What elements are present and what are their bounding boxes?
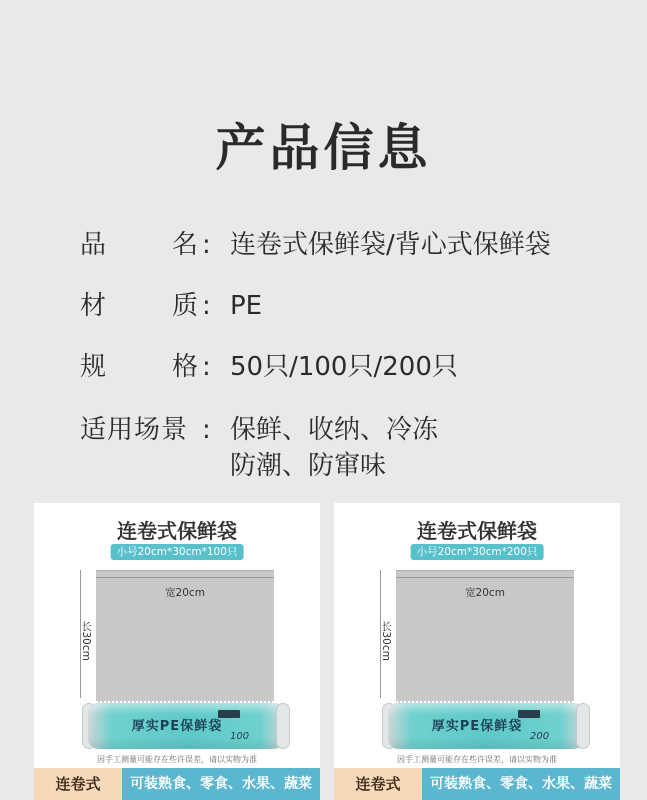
card-bottom-bar (334, 768, 620, 800)
height-label: 长30cm (380, 621, 392, 661)
info-key (80, 412, 222, 448)
bar-usage-label: 可装熟食、零食、水果、蔬菜 (122, 768, 320, 800)
height-label: 长30cm (80, 621, 92, 661)
spec-badge: 小号20cm*30cm*100只 (111, 544, 244, 560)
bar-usage-label: 可装熟食、零食、水果、蔬菜 (422, 768, 620, 800)
width-label: 宽20cm (165, 587, 205, 599)
info-key-char: 材 (80, 291, 107, 321)
product-card (34, 503, 320, 800)
info-key-char: 品 (80, 230, 107, 260)
info-value-line2: 防潮、防窜味 (230, 451, 387, 481)
card-title: 连卷式保鲜袋 (417, 519, 537, 543)
info-key-char: 规 (80, 352, 107, 382)
info-key-char: 格 (172, 352, 199, 382)
info-key (80, 349, 222, 385)
info-key-char: 名 (172, 230, 199, 260)
roll-product-name: 厚实PE保鲜袋 (431, 719, 523, 734)
info-value: 连卷式保鲜袋/背心式保鲜袋 (230, 230, 551, 260)
info-colon: : (202, 352, 211, 382)
card-bottom-bar (34, 768, 320, 800)
roll-count: 100 (230, 731, 250, 742)
measurement-note: 因手工测量可能存在些许误差，请以实物为准 (97, 755, 257, 764)
width-label: 宽20cm (465, 587, 505, 599)
info-key (80, 227, 222, 263)
measurement-note: 因手工测量可能存在些许误差，请以实物为准 (397, 755, 557, 764)
bar-type-label: 连卷式 (34, 768, 122, 800)
info-value: 保鲜、收纳、冷冻 (230, 415, 439, 445)
width-dimension-line (396, 577, 574, 578)
info-colon: : (202, 415, 211, 445)
info-key (80, 288, 222, 324)
info-colon: : (202, 291, 211, 321)
info-key-text: 适用场景 (80, 415, 189, 445)
card-title: 连卷式保鲜袋 (117, 519, 237, 543)
info-value: PE (230, 291, 263, 321)
width-dimension-line (96, 577, 274, 578)
bar-type-label: 连卷式 (334, 768, 422, 800)
info-value: 50只/100只/200只 (230, 352, 458, 382)
roll-count: 200 (530, 731, 550, 742)
roll-product-name: 厚实PE保鲜袋 (131, 719, 223, 734)
product-card (334, 503, 620, 800)
info-key-char: 质 (172, 291, 199, 321)
info-colon: : (202, 230, 211, 260)
spec-badge: 小号20cm*30cm*200只 (411, 544, 544, 560)
page-title: 产品信息 (215, 119, 432, 177)
